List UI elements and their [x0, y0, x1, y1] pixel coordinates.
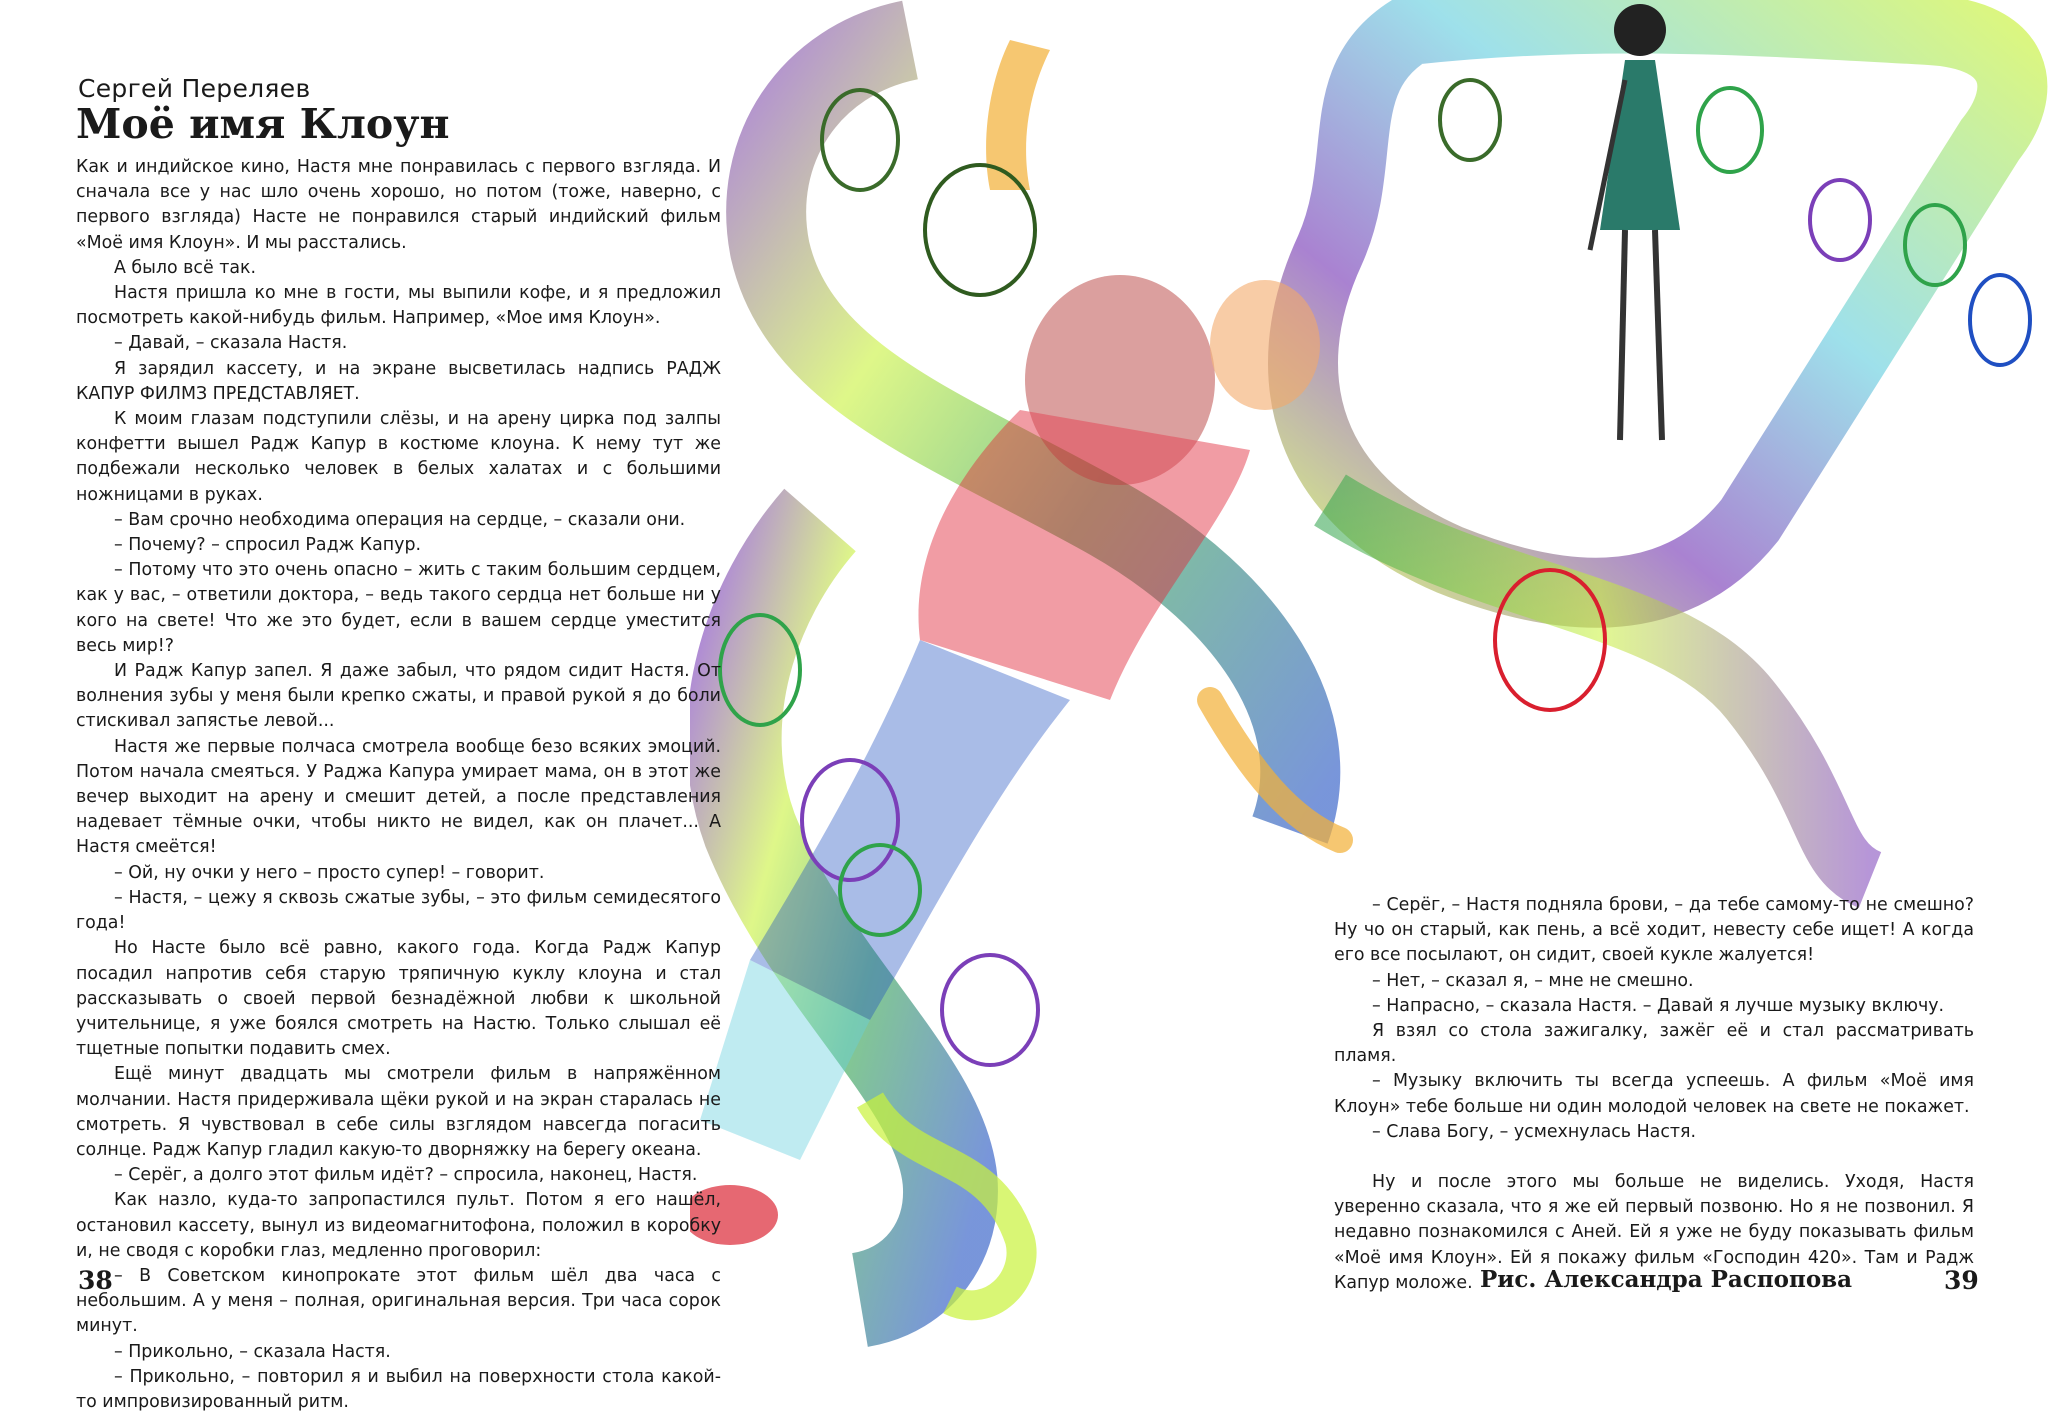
page-number-left: 38 [78, 1266, 113, 1295]
paragraph: – Серёг, а долго этот фильм идёт? – спросила, наконец, Настя. [114, 1165, 698, 1186]
paragraph: – Прикольно, – сказала Настя. [114, 1341, 391, 1362]
paragraph: – Музыку включить ты всегда успеешь. А фильм «Моё имя Клоун» тебе больше ни один молодой человек на свете не покажет. [1334, 1071, 1974, 1117]
paragraph: – Нет, – сказал я, – мне не смешно. [1372, 970, 1694, 991]
page-number-right: 39 [1944, 1266, 1979, 1295]
paragraph: Настя же первые полчаса смотрела вообще безо всяких эмоций. Потом начала смеяться. У Раджа Капура умирает мама, он в этот же вечер выходит на арену и смешит детей, а после представления надевает тёмные очки, чтобы никто не видел, как он плачет... А Настя смеётся! [76, 736, 721, 858]
paragraph: К моим глазам подступили слёзы, и на арену цирка под залпы конфетти вышел Радж Капур в костюме клоуна. К нему тут же подбежали несколько человек в белых халатах и с большими ножницами в руках. [76, 409, 721, 505]
paragraph: – Серёг, – Настя подняла брови, – да тебе самому-то не смешно? Ну чо он старый, как пень, а всё ходит, невесту себе ищет! А когда его все посылают, он сидит, своей кукле жалуется! [1334, 895, 1974, 966]
paragraph: Как назло, куда-то запропастился пульт. Потом я его нашёл, остановил кассету, вынул из видеомагнитофона, положил в коробку и, не сводя с коробки глаз, медленно проговорил: [76, 1190, 721, 1261]
left-column-text [76, 155, 721, 1415]
paragraph: Ну и после этого мы больше не виделись. Уходя, Настя уверенно сказала, что я же ей первый позвоню. Но я не позвонил. Я недавно познакомился с Аней. Ей я уже не буду показывать фильм «Моё имя Клоун». Ей я покажу фильм «Господин 420». Там и Радж Капур моложе. [1334, 1172, 1974, 1293]
paragraph: – Прикольно, – повторил я и выбил на поверхности стола какой-то импровизированный ритм. [76, 1366, 721, 1412]
paragraph: Я зарядил кассету, и на экране высветилась надпись РАДЖ КАПУР ФИЛМЗ ПРЕДСТАВЛЯЕТ. [76, 358, 721, 404]
paragraph: А было всё так. [114, 257, 257, 278]
paragraph: – Вам срочно необходима операция на сердце, – сказали они. [114, 509, 686, 530]
story-title: Моё имя Клоун [76, 100, 450, 148]
paragraph: – Напрасно, – сказала Настя. – Давай я лучше музыку включу. [1372, 995, 1945, 1016]
author-name: Сергей Переляев [78, 74, 311, 103]
paragraph: – Потому что это очень опасно – жить с таким большим сердцем, как у вас, – ответили доктора, – ведь такого сердца нет больше ни у кого на свете! Что же это будет, если в вашем сердце уместится весь мир!? [76, 560, 721, 656]
paragraph: Настя пришла ко мне в гости, мы выпили кофе, и я предложил посмотреть какой-нибудь фильм. Например, «Мое имя Клоун». [76, 283, 721, 329]
paragraph: – Давай, – сказала Настя. [114, 333, 348, 354]
woman-figure [1590, 4, 1680, 440]
paragraph: – Ой, ну очки у него – просто супер! – говорит. [114, 862, 545, 883]
paragraph: – Почему? – спросил Радж Капур. [114, 535, 422, 556]
paragraph: И Радж Капур запел. Я даже забыл, что рядом сидит Настя. От волнения зубы у меня были крепко сжаты, и правой рукой я до боли стискивал запястье левой... [76, 661, 721, 732]
ribbon-right-sweep [1330, 500, 1870, 880]
paragraph: Ещё минут двадцать мы смотрели фильм в напряжённом молчании. Настя придерживала щёки рукой и на экран старалась не смотреть. Я чувствовал в себе силы взглядом навсегда погасить солнце. Радж Капур гладил какую-то дворняжку на берегу океана. [76, 1064, 721, 1160]
paragraph: – Настя, – цежу я сквозь сжатые зубы, – это фильм семидесятого года! [76, 887, 721, 934]
right-column-text [1334, 893, 1974, 1296]
paragraph: Но Насте было всё равно, какого года. Когда Радж Капур посадил напротив себя старую тряпичную куклу клоуна и стал рассказывать о своей первой безнадёжной любви к школьной учительнице, я уже боялся смотреть на Настю. Только слышал её тщетные попытки подавить смех. [76, 938, 721, 1060]
illustration-credit: Рис. Александра Распопова [1480, 1266, 1853, 1293]
paragraph: Я взял со стола зажигалку, зажёг её и стал рассматривать пламя. [1334, 1021, 1974, 1067]
paragraph: – Слава Богу, – усмехнулась Настя. [1372, 1121, 1697, 1142]
paragraph: Как и индийское кино, Настя мне понравилась с первого взгляда. И сначала все у нас шло очень хорошо, но потом (тоже, наверно, с первого взгляда) Насте не понравился старый индийский фильм «Моё имя Клоун». И мы расстались. [76, 157, 721, 253]
paragraph: – В Советском кинопрокате этот фильм шёл два часа с небольшим. А у меня – полная, оригинальная версия. Три часа сорок минут. [76, 1265, 721, 1337]
